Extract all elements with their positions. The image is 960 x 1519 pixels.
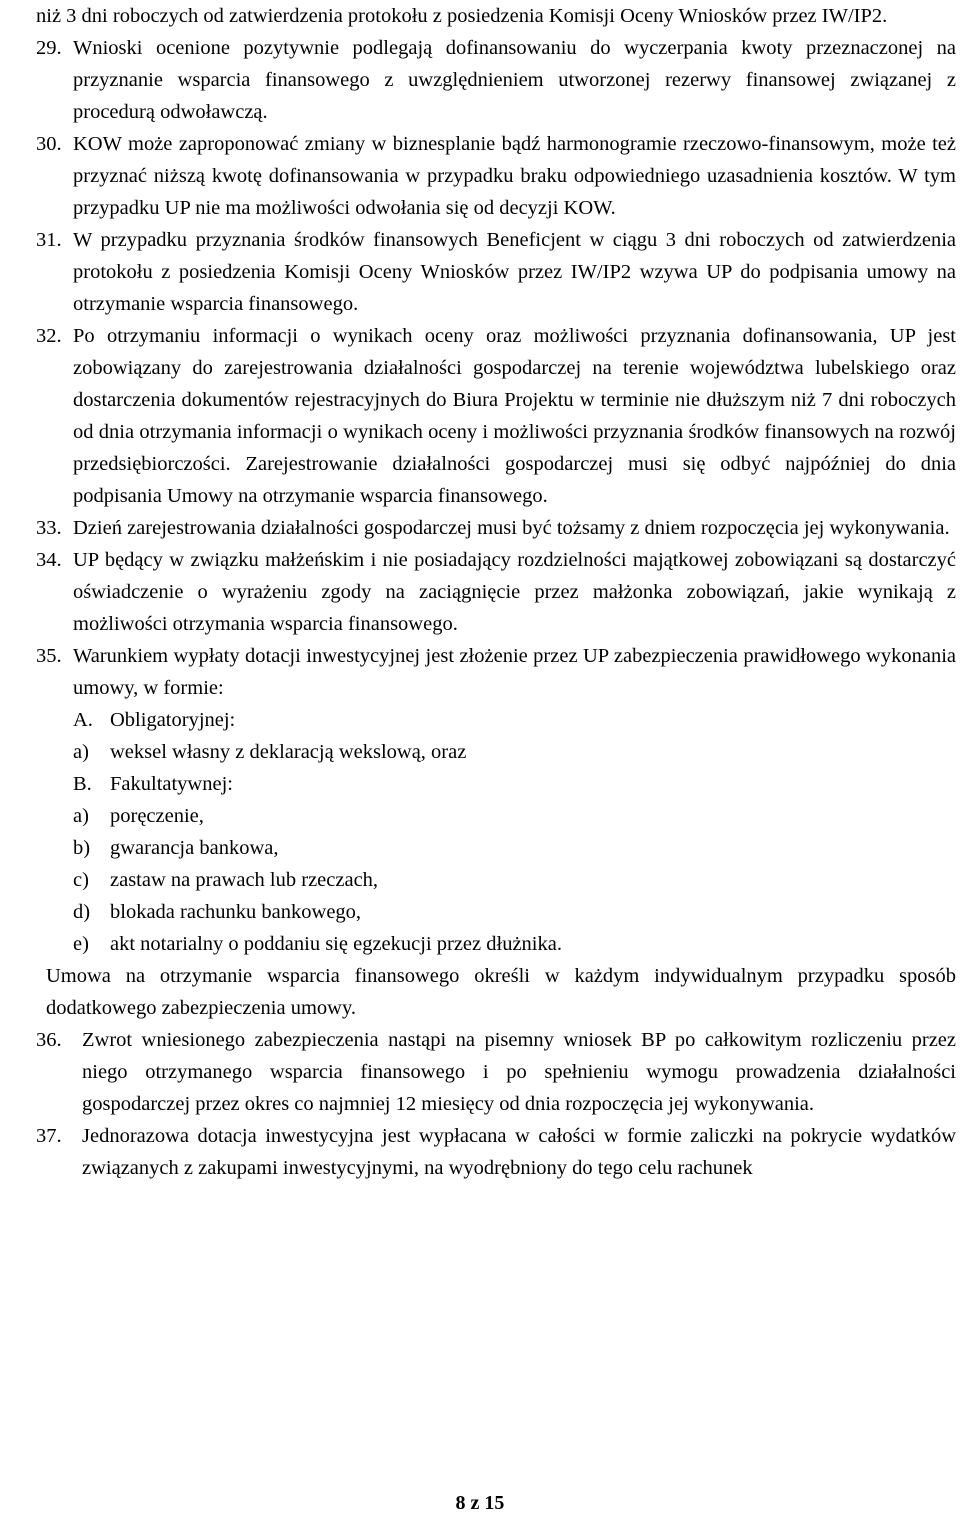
list-item-37 xyxy=(36,1120,956,1184)
list-item-36 xyxy=(36,1024,956,1120)
item-number: 37. xyxy=(36,1125,62,1147)
sublist-label: B. xyxy=(73,773,92,795)
item-text: UP będący w związku małżeńskim i nie posiadający rozdzielności majątkowej zobowiązani są dostarczyć oświadczenie o wyrażeniu zgody na zaciągnięcie przez małżonka zobowiązań, jakie wynikają z możliwości otrzymania wsparcia finansowego. xyxy=(73,549,956,635)
document-page xyxy=(36,0,956,1184)
item-text: KOW może zaproponować zmiany w biznesplanie bądź harmonogramie rzeczowo-finansowym, może też przyznać niższą kwotę dofinansowania w przypadku braku odpowiedniego uzasadnienia kosztów. W tym przypadku UP nie ma możliwości odwołania się od decyzji KOW. xyxy=(73,133,956,219)
paragraph-continuation: niż 3 dni roboczych od zatwierdzenia protokołu z posiedzenia Komisji Oceny Wniosków przez IW/IP2. xyxy=(36,5,888,27)
item-number: 30. xyxy=(36,133,62,155)
list-item-31 xyxy=(36,224,956,320)
page-number: 8 z 15 xyxy=(455,1492,505,1514)
item-number: 31. xyxy=(36,229,62,251)
item-text: Dzień zarejestrowania działalności gospodarczej musi być tożsamy z dniem rozpoczęcia jej wykonywania. xyxy=(73,517,950,539)
sublist-label: e) xyxy=(73,933,89,955)
sublist-item xyxy=(73,736,956,768)
sublist-item xyxy=(73,800,956,832)
item-number: 32. xyxy=(36,325,62,347)
list-item-34 xyxy=(36,544,956,640)
list-item-33 xyxy=(36,512,956,544)
item-number: 33. xyxy=(36,517,62,539)
item-text: W przypadku przyznania środków finansowych Beneficjent w ciągu 3 dni roboczych od zatwierdzenia protokołu z posiedzenia Komisji Oceny Wniosków przez IW/IP2 wzywa UP do podpisania umowy na otrzymanie wsparcia finansowego. xyxy=(73,229,956,315)
sublist-label: A. xyxy=(73,709,93,731)
sublist-text: akt notarialny o poddaniu się egzekucji przez dłużnika. xyxy=(110,933,562,955)
sublist-text: gwarancja bankowa, xyxy=(110,837,279,859)
sublist-item xyxy=(73,704,956,736)
item-number: 29. xyxy=(36,37,62,59)
list-item-30 xyxy=(36,128,956,224)
sublist-label: a) xyxy=(73,741,89,763)
sublist-item xyxy=(73,768,956,800)
item-number: 36. xyxy=(36,1029,62,1051)
item-body xyxy=(73,640,956,960)
sublist-text: Fakultatywnej: xyxy=(110,773,233,795)
sublist-item xyxy=(73,864,956,896)
sublist-text: Obligatoryjnej: xyxy=(110,709,236,731)
list-item-29 xyxy=(36,32,956,128)
sublist-label: a) xyxy=(73,805,89,827)
sublist-text: poręczenie, xyxy=(110,805,204,827)
sublist-label: d) xyxy=(73,901,91,923)
item-text: Wnioski ocenione pozytywnie podlegają dofinansowaniu do wyczerpania kwoty przeznaczonej na przyznanie wsparcia finansowego z uwzględnieniem utworzonej rezerwy finansowej związanej z procedurą odwoławczą. xyxy=(73,37,956,123)
item-number: 34. xyxy=(36,549,62,571)
sublist-text: zastaw na prawach lub rzeczach, xyxy=(110,869,379,891)
sublist-text: weksel własny z deklaracją wekslową, oraz xyxy=(110,741,467,763)
sublist-label: b) xyxy=(73,837,91,859)
item-number: 35. xyxy=(36,645,62,667)
item-text: Zwrot wniesionego zabezpieczenia nastąpi na pisemny wniosek BP po całkowitym rozliczeniu przez niego otrzymanego wsparcia finansowego i po spełnieniu wymogu prowadzenia działalności gospodarczej przez okres co najmniej 12 miesięcy od dnia rozpoczęcia jej wykonywania. xyxy=(82,1029,956,1115)
item-text: Warunkiem wypłaty dotacji inwestycyjnej jest złożenie przez UP zabezpieczenia prawidłowego wykonania umowy, w formie: xyxy=(73,645,956,699)
item-35-note: Umowa na otrzymanie wsparcia finansowego określi w każdym indywidualnym przypadku sposób dodatkowego zabezpieczenia umowy. xyxy=(46,965,956,1019)
list-item-35 xyxy=(36,640,956,960)
item-text: Po otrzymaniu informacji o wynikach oceny oraz możliwości przyznania dofinansowania, UP jest zobowiązany do zarejestrowania działalności gospodarczej na terenie województwa lubelskiego oraz dostarczenia dokumentów rejestracyjnych do Biura Projektu w terminie nie dłuższym niż 7 dni roboczych od dnia otrzymania informacji o wynikach oceny i możliwości przyznania środków finansowych na rozwój przedsiębiorczości. Zarejestrowanie działalności gospodarczej musi się odbyć najpóźniej do dnia podpisania Umowy na otrzymanie wsparcia finansowego. xyxy=(73,325,956,507)
list-item-32 xyxy=(36,320,956,512)
sublist-label: c) xyxy=(73,869,89,891)
sublist-item xyxy=(73,896,956,928)
item-text: Jednorazowa dotacja inwestycyjna jest wypłacana w całości w formie zaliczki na pokrycie wydatków związanych z zakupami inwestycyjnymi, na wyodrębniony do tego celu rachunek xyxy=(82,1125,956,1179)
sublist-item xyxy=(73,832,956,864)
sublist-text: blokada rachunku bankowego, xyxy=(110,901,362,923)
sublist-item xyxy=(73,928,956,960)
